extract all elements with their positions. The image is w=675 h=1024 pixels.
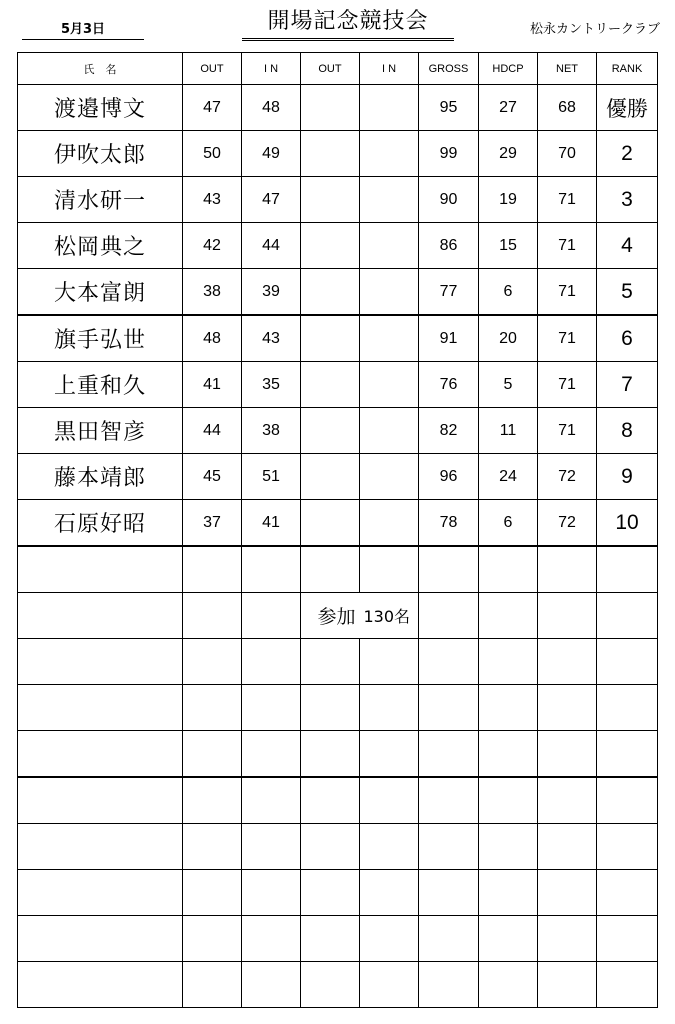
col-header-gross: GROSS [419,53,479,85]
score-hdcp: 5 [479,362,538,408]
score-in-2 [360,269,419,316]
score-in: 47 [242,177,301,223]
col-header-out-2: OUT [301,53,360,85]
score-in: 49 [242,131,301,177]
score-in-2 [360,131,419,177]
score-hdcp: 29 [479,131,538,177]
col-header-in: I N [242,53,301,85]
score-gross: 99 [419,131,479,177]
score-in-2 [360,177,419,223]
header-row [18,53,658,85]
player-name: 松岡典之 [18,223,183,269]
score-net: 71 [538,177,597,223]
rank-value: 5 [597,269,658,316]
score-out-2 [301,454,360,500]
score-out-2 [301,269,360,316]
score-out-2 [301,500,360,547]
club-name: 松永カントリークラブ [529,22,660,37]
empty-row [18,824,658,870]
empty-row [18,962,658,1008]
score-in: 44 [242,223,301,269]
rank-value: 4 [597,223,658,269]
score-net: 71 [538,269,597,316]
score-in: 39 [242,269,301,316]
participants-count: 130名 [360,593,419,639]
score-in: 43 [242,315,301,362]
empty-row [18,870,658,916]
score-net: 72 [538,500,597,547]
table-row [18,454,658,500]
player-name: 上重和久 [18,362,183,408]
score-in: 41 [242,500,301,547]
score-in-2 [360,315,419,362]
score-gross: 91 [419,315,479,362]
col-header-rank: RANK [597,53,658,85]
empty-row [18,777,658,824]
rank-value: 8 [597,408,658,454]
rank-value: 2 [597,131,658,177]
score-net: 71 [538,408,597,454]
rank-value: 6 [597,315,658,362]
score-out: 41 [183,362,242,408]
score-out-2 [301,177,360,223]
empty-row [18,685,658,731]
rank-value: 7 [597,362,658,408]
score-out: 38 [183,269,242,316]
score-out-2 [301,85,360,131]
player-name: 伊吹太郎 [18,131,183,177]
score-in-2 [360,223,419,269]
score-hdcp: 6 [479,269,538,316]
score-hdcp: 15 [479,223,538,269]
table-row [18,269,658,316]
score-out-2 [301,315,360,362]
score-gross: 90 [419,177,479,223]
score-gross: 96 [419,454,479,500]
score-net: 71 [538,223,597,269]
participants-row [18,593,658,639]
score-gross: 82 [419,408,479,454]
rank-value: 優勝 [597,85,658,131]
empty-row [18,916,658,962]
event-title: 開場記念競技会 [242,8,454,41]
results-table [17,52,658,1008]
player-name: 藤本靖郎 [18,454,183,500]
score-net: 72 [538,454,597,500]
score-in: 51 [242,454,301,500]
score-hdcp: 24 [479,454,538,500]
score-in-2 [360,454,419,500]
participants-label: 参加 [301,593,360,639]
score-gross: 78 [419,500,479,547]
score-in: 38 [242,408,301,454]
score-out: 37 [183,500,242,547]
col-header-in-2: I N [360,53,419,85]
score-net: 68 [538,85,597,131]
player-name: 旗手弘世 [18,315,183,362]
score-hdcp: 11 [479,408,538,454]
table-row [18,85,658,131]
score-gross: 86 [419,223,479,269]
score-out: 50 [183,131,242,177]
player-name: 清水研一 [18,177,183,223]
empty-row [18,731,658,778]
score-net: 71 [538,315,597,362]
empty-row [18,639,658,685]
player-name: 渡邉博文 [18,85,183,131]
score-in-2 [360,85,419,131]
score-out-2 [301,408,360,454]
score-out: 42 [183,223,242,269]
score-out-2 [301,362,360,408]
score-in-2 [360,500,419,547]
score-out: 43 [183,177,242,223]
score-hdcp: 20 [479,315,538,362]
rank-value: 9 [597,454,658,500]
score-hdcp: 27 [479,85,538,131]
event-date: 5月3日 [22,18,144,40]
score-in-2 [360,362,419,408]
table-row [18,315,658,362]
col-header-out: OUT [183,53,242,85]
player-name: 黒田智彦 [18,408,183,454]
rank-value: 10 [597,500,658,547]
table-row [18,177,658,223]
score-net: 70 [538,131,597,177]
score-in: 35 [242,362,301,408]
table-row [18,362,658,408]
table-row [18,223,658,269]
table-row [18,408,658,454]
score-gross: 77 [419,269,479,316]
score-out: 45 [183,454,242,500]
table-row [18,131,658,177]
col-header-net: NET [538,53,597,85]
score-out: 48 [183,315,242,362]
score-gross: 95 [419,85,479,131]
score-in-2 [360,408,419,454]
score-out: 44 [183,408,242,454]
score-gross: 76 [419,362,479,408]
player-name: 石原好昭 [18,500,183,547]
table-row [18,500,658,547]
empty-row [18,546,658,593]
score-net: 71 [538,362,597,408]
player-name: 大本富朗 [18,269,183,316]
score-hdcp: 19 [479,177,538,223]
score-in: 48 [242,85,301,131]
score-hdcp: 6 [479,500,538,547]
score-out-2 [301,131,360,177]
score-out: 47 [183,85,242,131]
rank-value: 3 [597,177,658,223]
col-header-hdcp: HDCP [479,53,538,85]
score-out-2 [301,223,360,269]
col-header-name: 氏 名 [18,53,183,85]
